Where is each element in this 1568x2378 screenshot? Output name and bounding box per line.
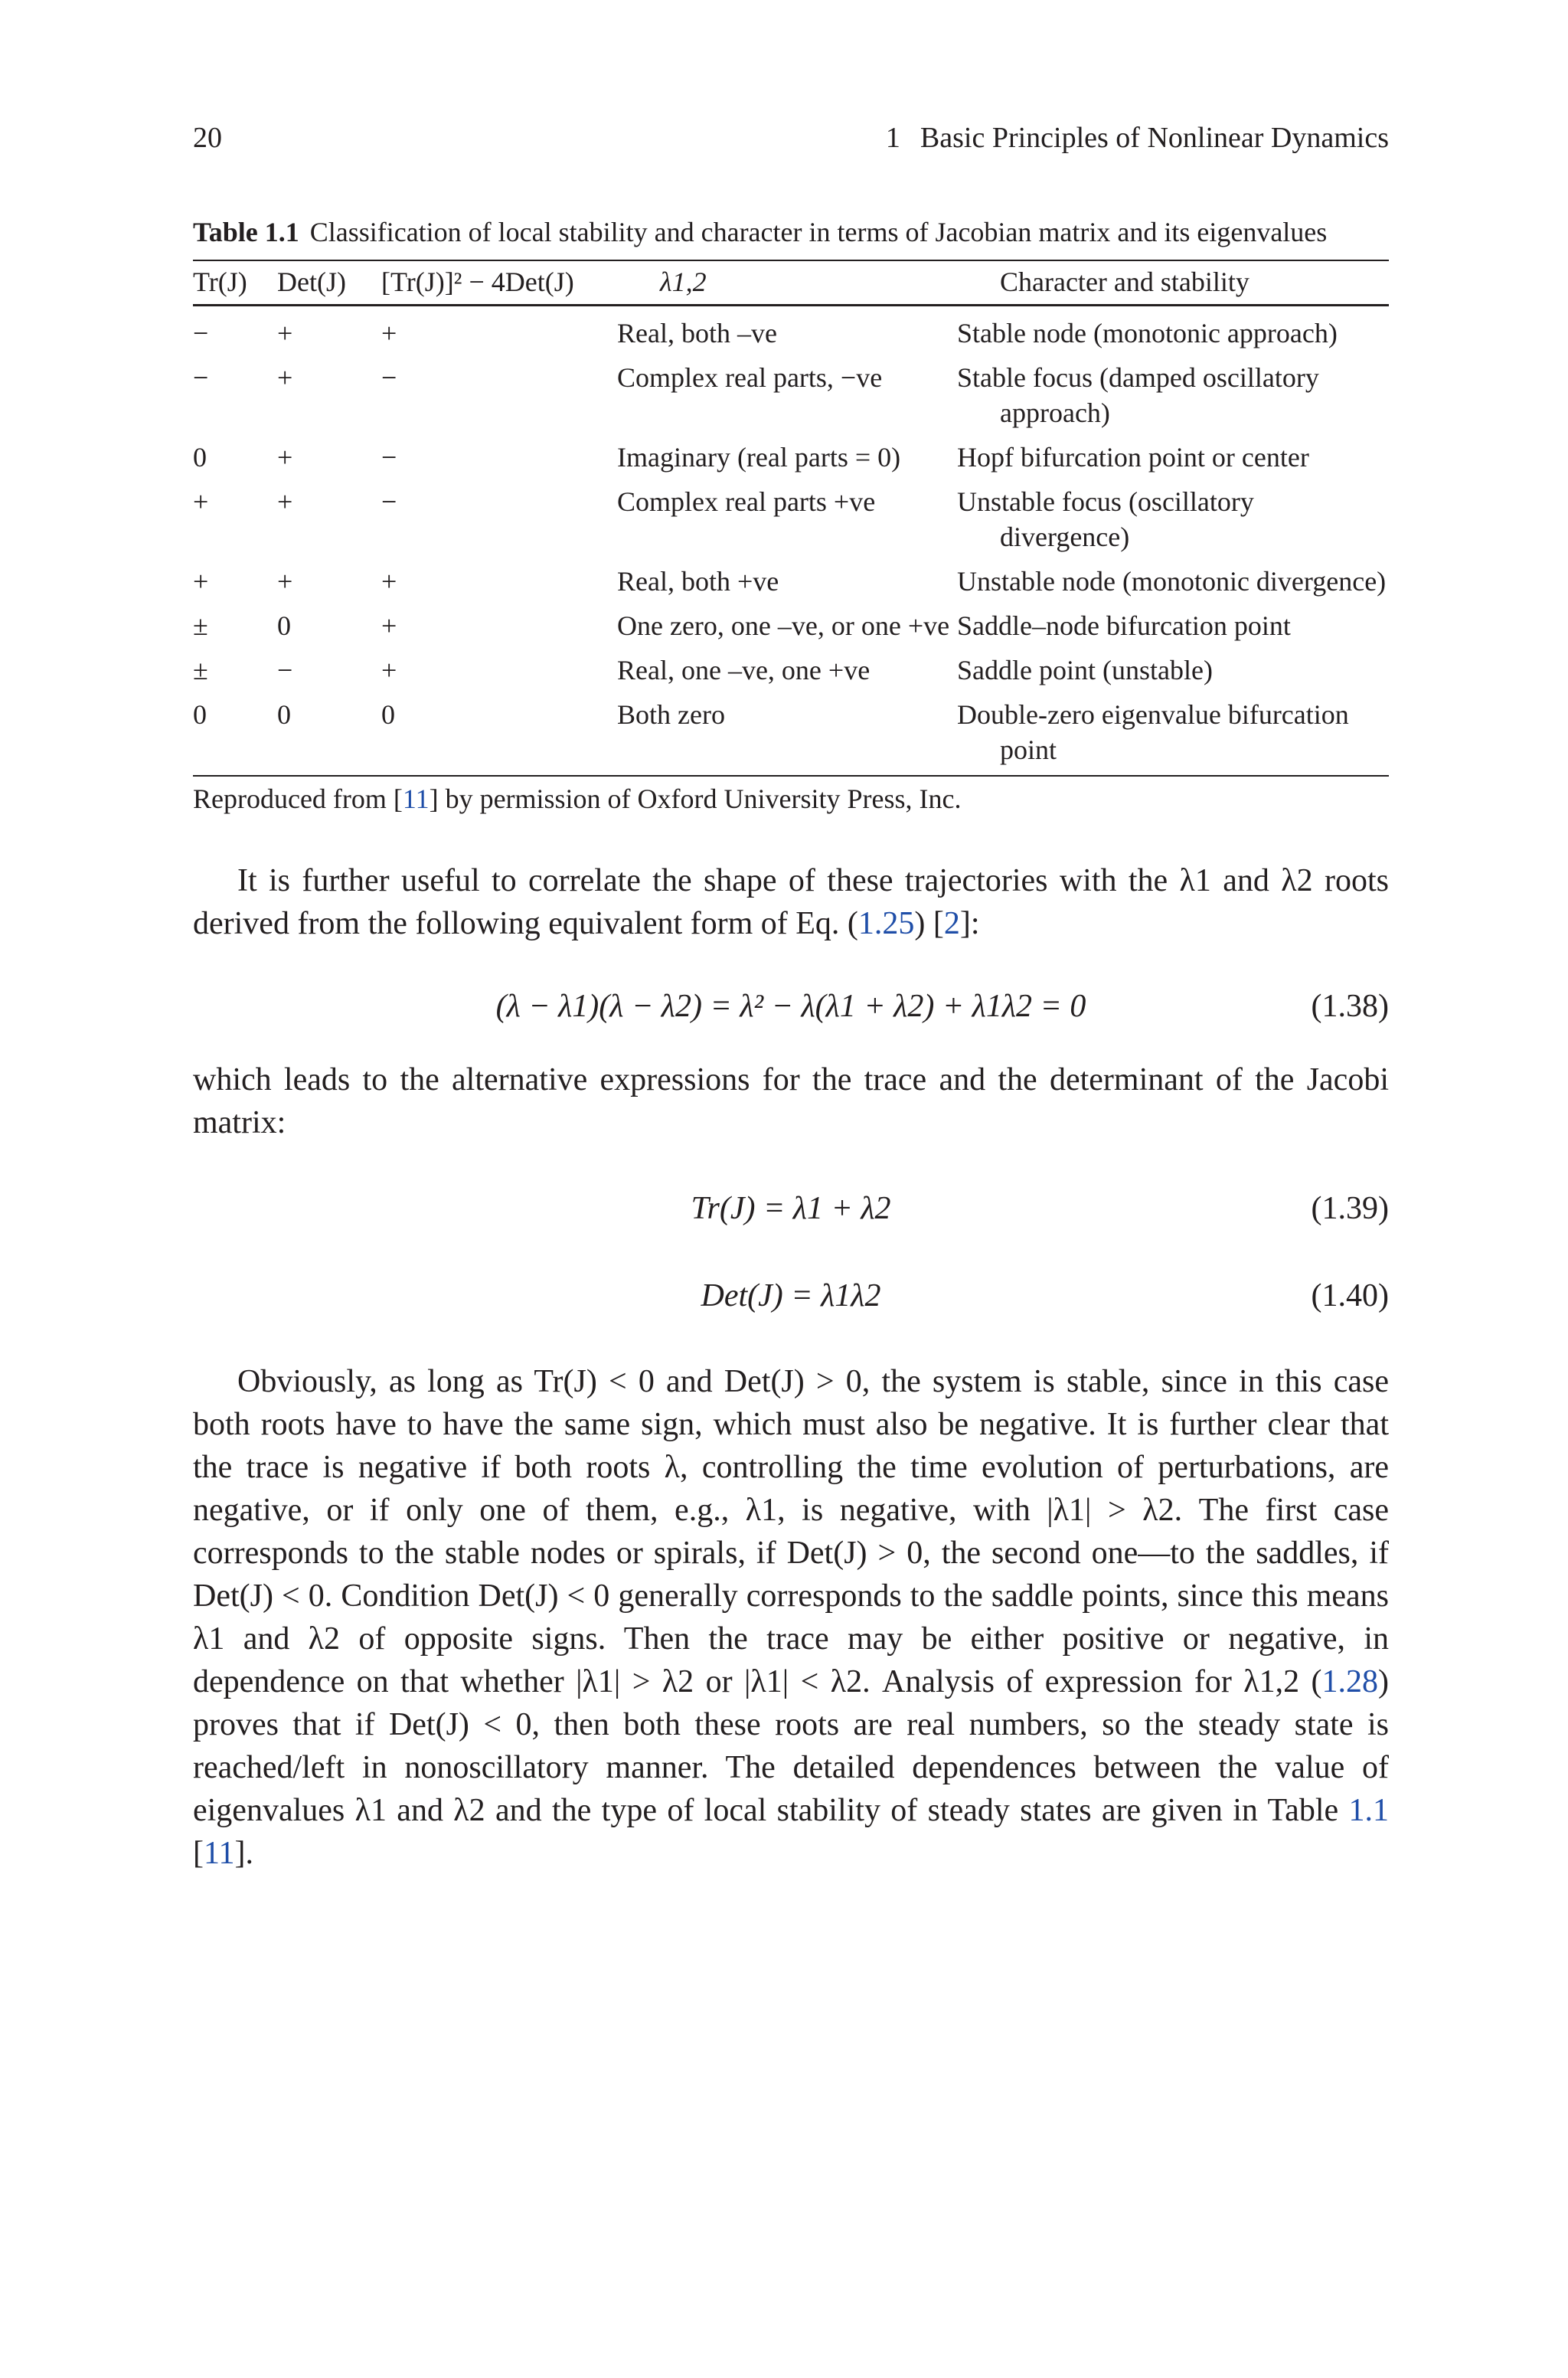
cell-trace: + — [193, 486, 209, 517]
cell-discriminant: − — [381, 362, 397, 393]
cell-trace: 0 — [193, 688, 277, 776]
page-number: 20 — [193, 122, 222, 154]
cell-determinant: + — [277, 318, 293, 348]
cell-discriminant: + — [381, 566, 397, 597]
citation-link[interactable]: 11 — [402, 783, 430, 814]
citation-link[interactable]: 11 — [204, 1836, 235, 1871]
cell-eigenvalues: Complex real parts, −ve — [617, 362, 883, 393]
paragraph-intro — [193, 859, 1389, 945]
col-header-eigenvalues: λ1,2 — [660, 260, 1000, 306]
running-header — [193, 121, 1389, 167]
stability-table — [193, 260, 1389, 777]
note-prefix: Reproduced from [ — [193, 783, 403, 814]
running-title — [886, 121, 1389, 155]
equation-body: Det(J) = λ1λ2 — [701, 1278, 881, 1313]
equation-1-38 — [193, 985, 1389, 1028]
table-caption-text: Classification of local stability and character in terms of Jacobian matrix and its eigenvalues — [309, 217, 1328, 247]
equation-number: (1.38) — [1311, 989, 1389, 1024]
table-row — [193, 430, 1389, 475]
paragraph-text: ]: — [959, 906, 980, 941]
table-label: Table 1.1 — [193, 217, 299, 247]
col-header-determinant: Det(J) — [277, 260, 381, 306]
paragraph-lead: which leads to the alternative expressions for the trace and the determinant of the Jacobi matrix: — [193, 1062, 1389, 1140]
cell-trace: − — [193, 318, 209, 348]
cell-eigenvalues: Real, both –ve — [617, 318, 777, 348]
equation-body: Tr(J) = λ1 + λ2 — [691, 1191, 891, 1226]
cell-character: Hopf bifurcation point or center — [957, 442, 1309, 473]
cell-character: Saddle–node bifurcation point — [957, 610, 1291, 641]
cell-determinant: − — [277, 655, 293, 685]
table-source-note — [193, 783, 1389, 815]
cell-discriminant: − — [381, 442, 397, 473]
paragraph-text: [ — [193, 1836, 204, 1871]
col-header-trace: Tr(J) — [193, 260, 277, 306]
page — [193, 121, 1389, 1875]
col-header-discriminant: [Tr(J)]² − 4Det(J) — [381, 260, 660, 306]
cell-determinant: + — [277, 362, 293, 393]
chapter-title: Basic Principles of Nonlinear Dynamics — [920, 122, 1389, 154]
table-link[interactable]: 1.1 — [1348, 1793, 1389, 1828]
table-row — [193, 475, 1389, 554]
cell-discriminant: + — [381, 610, 397, 641]
equation-number: (1.39) — [1311, 1191, 1389, 1226]
cell-trace: − — [193, 362, 209, 393]
cell-determinant: 0 — [277, 688, 381, 776]
table-header-row — [193, 260, 1389, 306]
table-row — [193, 306, 1389, 352]
cell-eigenvalues: Complex real parts +ve — [617, 486, 876, 517]
cell-discriminant: 0 — [381, 688, 660, 776]
table-row — [193, 351, 1389, 430]
table-row — [193, 554, 1389, 599]
cell-determinant: + — [277, 486, 293, 517]
citation-link[interactable]: 2 — [943, 906, 960, 941]
cell-trace: 0 — [193, 442, 207, 473]
paragraph-text: ]. — [234, 1836, 253, 1871]
cell-discriminant: + — [381, 318, 397, 348]
cell-discriminant: + — [381, 655, 397, 685]
paragraph-text: ) [ — [914, 906, 944, 941]
paragraph-text: ) proves that if Det(J) < 0, then both these roots are real numbers, so the steady state is reached/left in nonoscillatory manner. The detailed dependences between the value of eigenvalues λ1 and λ2 and the type of local stability of steady states are given in Table — [193, 1664, 1389, 1828]
cell-determinant: + — [277, 566, 293, 597]
cell-character: Unstable focus (oscillatory divergence) — [957, 486, 1254, 552]
chapter-number: 1 — [885, 122, 900, 154]
cell-eigenvalues: Imaginary (real parts = 0) — [617, 442, 901, 473]
cell-eigenvalues: Both zero — [660, 688, 1000, 776]
cell-eigenvalues: Real, one –ve, one +ve — [617, 655, 871, 685]
cell-trace: ± — [193, 655, 208, 685]
table-row — [193, 599, 1389, 643]
cell-character: Stable node (monotonic approach) — [957, 318, 1338, 348]
col-header-character: Character and stability — [1000, 260, 1389, 306]
cell-determinant: + — [277, 442, 293, 473]
cell-eigenvalues: One zero, one –ve, or one +ve — [617, 610, 950, 641]
equation-link[interactable]: 1.28 — [1321, 1664, 1378, 1699]
table-row — [193, 688, 1389, 776]
cell-character: Unstable node (monotonic divergence) — [957, 566, 1387, 597]
cell-eigenvalues: Real, both +ve — [617, 566, 779, 597]
paragraph-text: It is further useful to correlate the shape of these trajectories with the λ1 and λ2 roots derived from the following equivalent form of Eq. ( — [193, 863, 1389, 941]
cell-trace: ± — [193, 610, 208, 641]
cell-discriminant: − — [381, 486, 397, 517]
cell-determinant: 0 — [277, 610, 291, 641]
cell-character: Double-zero eigenvalue bifurcation point — [1000, 688, 1389, 776]
cell-character: Saddle point (unstable) — [957, 655, 1213, 685]
paragraph-text: Obviously, as long as Tr(J) < 0 and Det(J) > 0, the system is stable, since in this case both roots have to have the same sign, which must also be negative. It is further clear that the trace is negative if both roots λ, controlling the time evolution of perturbations, are negative, or if only one of them, e.g., λ1, is negative, with |λ1| > λ2. The first case corresponds to the stable nodes or spirals, if Det(J) > 0, the second one—to the saddles, if Det(J) < 0. Condition Det(J) < 0 generally corresponds to the saddle points, since this means λ1 and λ2 of opposite signs. Then the trace may be either positive or negative, in dependence on that whether |λ1| > λ2 or |λ1| < λ2. Analysis of expression for λ1,2 ( — [193, 1364, 1389, 1699]
equation-body: (λ − λ1)(λ − λ2) = λ² − λ(λ1 + λ2) + λ1λ2 = 0 — [495, 989, 1086, 1024]
note-suffix: ] by permission of Oxford University Press, Inc. — [429, 783, 962, 814]
equation-1-39 — [193, 1187, 1389, 1230]
paragraph-analysis — [193, 1360, 1389, 1875]
cell-character: Stable focus (damped oscillatory approach) — [957, 362, 1319, 428]
equation-link[interactable]: 1.25 — [858, 906, 915, 941]
cell-trace: + — [193, 566, 209, 597]
table-row — [193, 643, 1389, 688]
equation-number: (1.40) — [1311, 1278, 1389, 1313]
table-caption — [193, 214, 1389, 250]
equation-1-40 — [193, 1274, 1389, 1317]
